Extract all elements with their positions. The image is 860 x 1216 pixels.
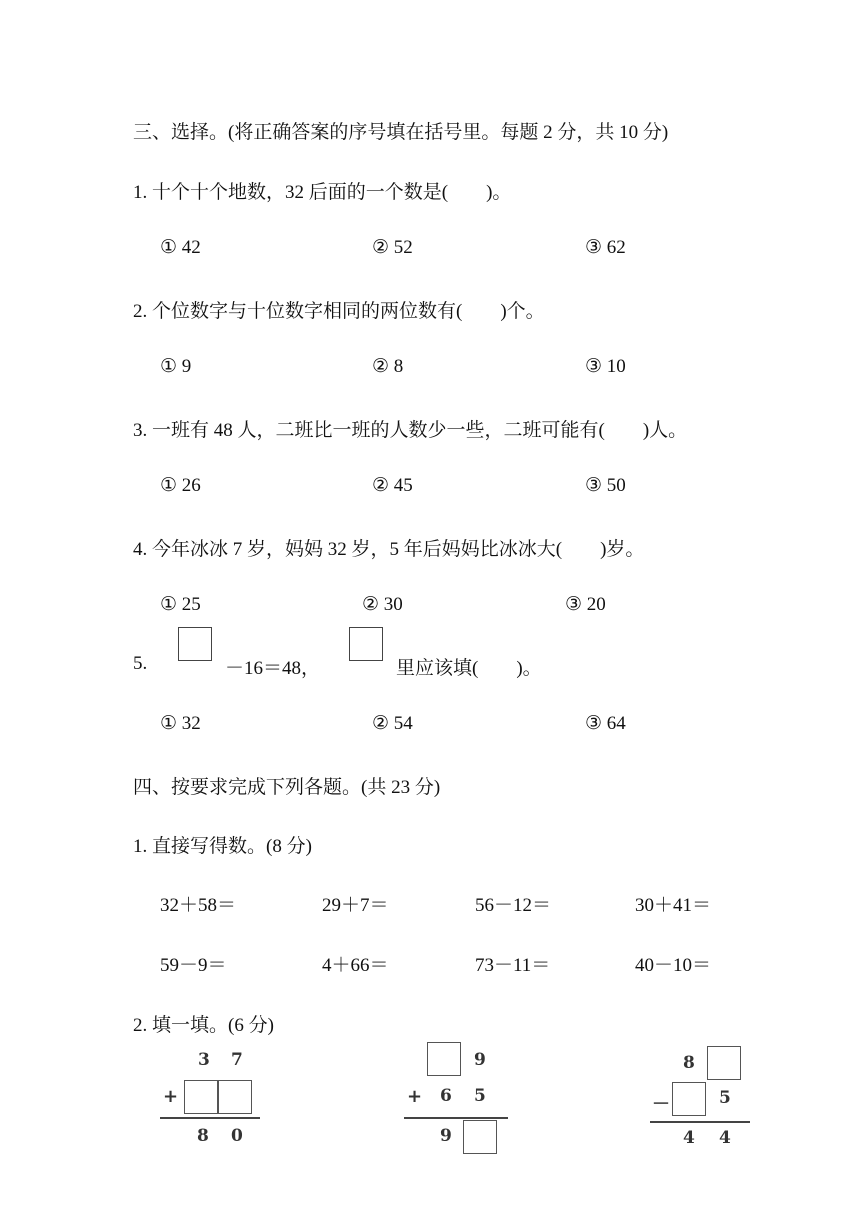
- question-5-tail: 里应该填( )。: [396, 658, 542, 679]
- calc-item: 29＋7＝: [322, 895, 389, 916]
- q3-option-1: ① 26: [160, 475, 201, 496]
- q3-option-2: ② 45: [372, 475, 413, 496]
- digit: 0: [231, 1126, 243, 1146]
- sum-line: [404, 1117, 508, 1119]
- q5-option-1: ① 32: [160, 713, 201, 734]
- digit: 9: [440, 1126, 452, 1146]
- question-3-stem: 3. 一班有 48 人，二班比一班的人数少一些，二班可能有( )人。: [133, 420, 688, 441]
- q2-option-1: ① 9: [160, 356, 192, 377]
- question-2-stem: 2. 个位数字与十位数字相同的两位数有( )个。: [133, 301, 545, 322]
- sum-line: [160, 1117, 260, 1119]
- section-4-title: 四、按要求完成下列各题。(共 23 分): [133, 777, 441, 798]
- calc-item: 30＋41＝: [635, 895, 712, 916]
- calc-item: 4＋66＝: [322, 955, 389, 976]
- question-5-equation: －16＝48，: [225, 658, 321, 679]
- q5-option-3: ③ 64: [585, 713, 626, 734]
- q4-option-2: ② 30: [362, 594, 403, 615]
- blank-box: [672, 1082, 706, 1116]
- difference-line: [650, 1121, 750, 1123]
- q2-option-3: ③ 10: [585, 356, 626, 377]
- question-1-stem: 1. 十个十个地数，32 后面的一个数是( )。: [133, 182, 512, 203]
- digit: 4: [683, 1128, 695, 1148]
- s4-question-2-title: 2. 填一填。(6 分): [133, 1015, 274, 1036]
- blank-box: [707, 1046, 741, 1080]
- q4-option-3: ③ 20: [565, 594, 606, 615]
- question-4-stem: 4. 今年冰冰 7 岁，妈妈 32 岁，5 年后妈妈比冰冰大( )岁。: [133, 539, 645, 560]
- blank-box: [218, 1080, 252, 1114]
- calc-item: 40－10＝: [635, 955, 712, 976]
- blank-box: [184, 1080, 218, 1114]
- q2-option-2: ② 8: [372, 356, 404, 377]
- digit: 8: [683, 1053, 695, 1073]
- digit: 7: [231, 1050, 243, 1070]
- digit: 9: [474, 1050, 486, 1070]
- question-5-number: 5.: [133, 653, 148, 674]
- blank-box: [463, 1120, 497, 1154]
- digit: 3: [198, 1050, 210, 1070]
- plus-sign: +: [407, 1086, 423, 1107]
- digit: 8: [197, 1126, 209, 1146]
- calc-item: 73－11＝: [475, 955, 551, 976]
- digit: 5: [474, 1086, 486, 1106]
- q1-option-1: ① 42: [160, 237, 201, 258]
- plus-sign: +: [163, 1086, 179, 1107]
- digit: 6: [440, 1086, 452, 1106]
- q3-option-3: ③ 50: [585, 475, 626, 496]
- section-3-title: 三、选择。(将正确答案的序号填在括号里。每题 2 分，共 10 分): [133, 122, 669, 143]
- digit: 5: [719, 1088, 731, 1108]
- q5-option-2: ② 54: [372, 713, 413, 734]
- blank-box: [427, 1042, 461, 1076]
- q5-blank-box-2: [349, 627, 383, 661]
- minus-sign: －: [652, 1094, 670, 1115]
- q5-blank-box-1: [178, 627, 212, 661]
- q1-option-3: ③ 62: [585, 237, 626, 258]
- calc-item: 32＋58＝: [160, 895, 237, 916]
- calc-item: 59－9＝: [160, 955, 227, 976]
- q4-option-1: ① 25: [160, 594, 201, 615]
- calc-item: 56－12＝: [475, 895, 552, 916]
- s4-question-1-title: 1. 直接写得数。(8 分): [133, 836, 312, 857]
- q1-option-2: ② 52: [372, 237, 413, 258]
- digit: 4: [719, 1128, 731, 1148]
